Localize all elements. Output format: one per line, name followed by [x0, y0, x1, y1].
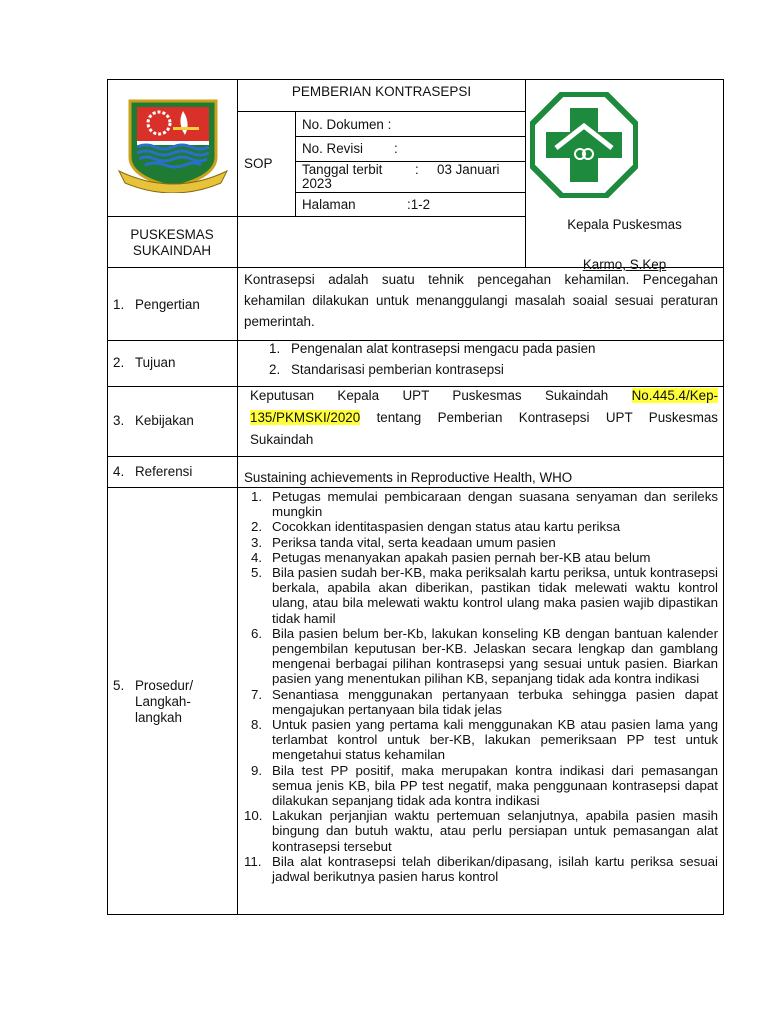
row-num: 5.	[113, 678, 125, 693]
row-num: 4.	[113, 464, 125, 479]
border-top	[107, 79, 724, 80]
sop-document	[107, 79, 724, 915]
kebijakan-text	[244, 385, 718, 451]
prosedur-steps	[244, 489, 718, 884]
kepala-name: Karmo, S.Kep	[582, 257, 667, 272]
kepala-puskesmas: Kepala Puskesmas	[567, 217, 682, 232]
tanggal-terbit	[302, 163, 522, 191]
pengertian-text: Kontrasepsi adalah suatu tehnik pencegahan kehamilan. Pencegahan kehamilan dilakukan untuk menanggulangi masalah soaial sesuai peraturan pemerintah.	[244, 272, 718, 329]
sop-divider	[295, 111, 296, 216]
list-item	[244, 489, 718, 519]
list-item	[244, 717, 718, 763]
step-num: 4.	[251, 549, 263, 565]
tanggal-key: Tanggal terbit	[302, 162, 383, 177]
step-num: 7.	[251, 686, 263, 702]
row-label-kebijakan	[113, 413, 233, 428]
list-item	[244, 338, 718, 359]
list-item	[244, 626, 718, 687]
step-num: 6.	[251, 625, 263, 641]
list-item	[244, 550, 718, 565]
tanggal-value: 03 Januari 2023	[302, 162, 500, 191]
step-num: 9.	[251, 762, 263, 778]
row-label-pengertian	[113, 297, 233, 312]
meta-line-1	[295, 136, 525, 137]
column-divider	[237, 79, 238, 915]
puskesmas-line-1: PUSKESMAS	[130, 227, 214, 242]
list-item	[244, 763, 718, 809]
step-num: 8.	[251, 717, 263, 733]
list-item	[244, 854, 718, 884]
step-num: 2.	[251, 519, 263, 535]
step-text: Senantiasa menggunakan pertanyaan terbuka sehingga pasien dapat mengajukan pertanyaan bila tidak jelas	[272, 686, 718, 717]
row-label-prosedur	[113, 678, 233, 726]
tujuan-list	[244, 338, 718, 380]
step-text: Periksa tanda vital, serta keadaan umum pasien	[272, 534, 556, 550]
sop-label: SOP	[244, 156, 273, 171]
step-num: 5.	[251, 565, 263, 581]
green-cross-logo-icon	[530, 92, 638, 198]
step-num: 3.	[251, 534, 263, 550]
list-item	[244, 565, 718, 626]
row-label: Pengertian	[135, 297, 200, 312]
no-dokumen: No. Dokumen :	[302, 117, 392, 132]
step-text: Cocokkan identitaspasien dengan status atau kartu periksa	[272, 519, 621, 535]
border-right	[723, 79, 724, 915]
puskesmas-logo	[530, 92, 638, 198]
border-bottom	[107, 914, 724, 915]
no-revisi-sep: :	[394, 141, 398, 156]
row-label: Kebijakan	[135, 413, 194, 428]
meta-line-3	[295, 192, 525, 193]
halaman	[302, 197, 522, 212]
list-item	[244, 808, 718, 854]
row-label-line: Prosedur/	[135, 678, 194, 693]
row-label: Referensi	[135, 464, 193, 479]
document-title: PEMBERIAN KONTRASEPSI	[291, 84, 472, 99]
row-num: 3.	[113, 413, 125, 428]
crest-logo	[117, 97, 229, 193]
tanggal-sep: :	[415, 162, 419, 177]
title-bottom-line	[237, 111, 525, 112]
step-text: Petugas memulai pembicaraan dengan suasana senyaman dan serileks mungkin	[272, 489, 718, 520]
row-label-line: Langkah-	[135, 694, 191, 709]
puskesmas-name	[107, 227, 237, 259]
no-revisi-key: No. Revisi	[302, 141, 364, 156]
step-text: Lakukan perjanjian waktu pertemuan selanjutnya, apabila pasien masih bingung dan butuh waktu, atau perlu persiapan untuk pemasangan alat kontrasepsi tersebut	[272, 808, 718, 854]
row-label: Tujuan	[135, 355, 176, 370]
step-text: Bila alat kontrasepsi telah diberikan/dipasang, isilah kartu periksa sesuai jadwal berikutnya pasien harus kontrol	[272, 853, 718, 885]
crest-emblem-icon	[117, 97, 229, 193]
step-text: Bila test PP positif, maka merupakan kontra indikasi dari pemasangan semua jenis KB, bila PP test negatif, maka penggunaan kontrasepsi dapat dilakukan sepanjang tidak ada kontra indikasi	[272, 762, 718, 809]
kebijakan-text-before: Keputusan Kepala UPT Puskesmas Sukaindah	[250, 388, 632, 403]
kebijakan-text-after: tentang Pemberian Kontrasepsi UPT Puskesmas Sukaindah	[250, 410, 718, 447]
no-revisi	[302, 141, 522, 156]
step-text: Bila pasien sudah ber-KB, maka periksalah kartu periksa, untuk kontrasepsi berkala, apabila akan diberikan, pastikan tidak melewati waktu kontrol ulang, atau bila melewati waktu kontrol ulang maka pasien wajib dipastikan tidak hamil	[272, 565, 718, 626]
step-text: Petugas menanyakan apakah pasien pernah ber-KB atau belum	[272, 549, 651, 565]
halaman-value: :1-2	[407, 197, 431, 212]
list-item	[244, 535, 718, 550]
step-num: 11.	[244, 853, 262, 869]
header-divider-right	[525, 79, 526, 267]
step-text: Bila pasien belum ber-Kb, lakukan konseling KB dengan bantuan kalender pengembilan keputusan ber-KB. Jelaskan secara lengkap dan gamblang mengenai berbagai pilihan kontrasepsi yang sesuai untuk pasien. Biarkan pasien yang menentukan pilihan KB, sepanjang tidak ada kontra indikasi	[272, 625, 718, 687]
border-left	[107, 79, 108, 915]
referensi-text: Sustaining achievements in Reproductive Health, WHO	[244, 470, 573, 485]
item-text: Pengenalan alat kontrasepsi mengacu pada pasien	[291, 341, 596, 356]
row-label-referensi	[113, 464, 233, 479]
header-line	[107, 216, 525, 217]
step-text: Untuk pasien yang pertama kali menggunakan KB atau pasien lama yang terlambat kontrol untuk ber-KB, lakukan pemeriksaan PP test untuk mengetahui status kehamilan	[272, 717, 718, 763]
list-item	[244, 687, 718, 717]
list-item	[244, 519, 718, 534]
row-num: 2.	[113, 355, 125, 370]
step-num: 10.	[244, 808, 263, 824]
kebijakan-highlight: No.445.4/Kep-135/PKMSKI/2020	[250, 388, 718, 425]
item-num: 2.	[269, 362, 281, 377]
item-num: 1.	[269, 341, 281, 356]
row-label-line: langkah	[135, 710, 182, 725]
puskesmas-line-2: SUKAINDAH	[132, 243, 212, 258]
row-num: 1.	[113, 297, 125, 312]
list-item	[244, 359, 718, 380]
row-label-tujuan	[113, 355, 233, 370]
item-text: Standarisasi pemberian kontrasepsi	[291, 362, 504, 377]
halaman-key: Halaman	[302, 197, 356, 212]
row-line-4	[107, 456, 724, 457]
step-num: 1.	[251, 489, 263, 504]
